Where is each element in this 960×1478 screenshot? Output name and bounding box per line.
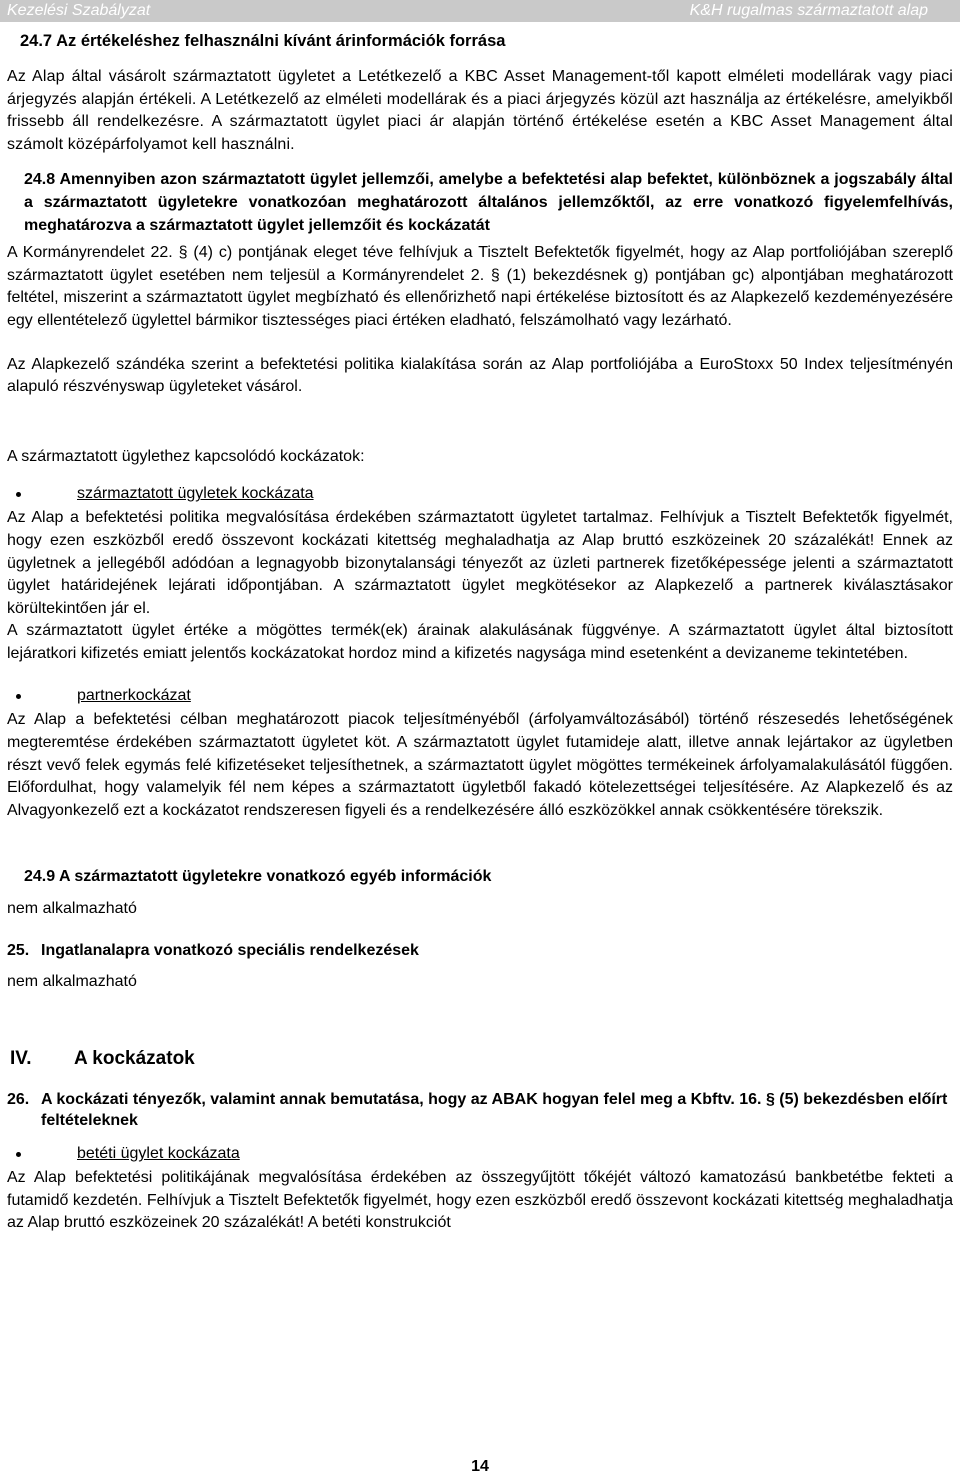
bullet-dot-icon xyxy=(16,1152,21,1157)
part-iv-heading xyxy=(7,1047,953,1071)
page-header xyxy=(0,0,960,22)
header-fund-name: K&H rugalmas származtatott alap xyxy=(689,2,928,19)
section-25-number: 25. xyxy=(7,941,30,959)
deposit-risk-paragraph: Az Alap befektetési politikájának megvalósítása érdekében az összegyűjtött tőkéjét változó kamatozású bankbetétbe fekteti a futamidő kezdetén. Felhívjuk a Tisztelt Befektetők figyelmét, hogy ezen eszközből eredő összevont kockázati kitettség meghaladhatja az Alap bruttó eszközeinek 20 százalékát! A betéti konstrukciót xyxy=(7,1169,953,1232)
part-iv-title: A kockázatok xyxy=(74,1048,195,1070)
bullet-derivative-risk xyxy=(7,483,953,505)
risks-intro: A származtatott ügylethez kapcsolódó kockázatok: xyxy=(7,447,365,465)
section-24-7-paragraph: Az Alap által vásárolt származtatott ügyletet a Letétkezelő a KBC Asset Management-től kapott elméleti modellárak vagy piaci árjegyzés alapján értékeli. A Letétkezelő az elméleti modellárak és a piaci árjegyzés közül azt használja az értékelésre, amelyikből frissebb áll rendelkezésre. A származtatott ügylet piaci ár alapján történő értékelése esetén a KBC Asset Management által számolt középárfolyamot kell használni. xyxy=(7,68,953,153)
section-24-9-heading: 24.9 A származtatott ügyletekre vonatkozó egyéb információk xyxy=(24,868,492,886)
section-25-title: Ingatlanalapra vonatkozó speciális rendelkezések xyxy=(41,941,419,959)
bullet-deposit-risk-label: betéti ügylet kockázata xyxy=(77,1145,240,1163)
page-number: 14 xyxy=(471,1458,489,1475)
counterparty-risk-paragraph: Az Alap a befektetési célban meghatározott piacok teljesítményéből (árfolyamváltozásából) történő részesedés lehetőségének megteremtése érdekében származtatott ügyletet köt. A származtatott ügylet futamideje alatt, illetve annak lejártakor az ügyletben részt vevő felek egymás felé kifizetéseket teljesíthetnek, a származtatott ügylet mögöttes termékeinek árfolyamalakulásától függően. Előfordulhat, hogy valamelyik fél nem képes a származtatott ügyletből fakadó kötelezettségei teljesítésére. Az Alapkezelő és az Alvagyonkezelő ezt a kockázatot rendszeresen figyeli és a rendelkezésére álló eszközökkel annak csökkentésére törekszik. xyxy=(7,711,953,819)
bullet-dot-icon xyxy=(16,492,21,497)
bullet-derivative-risk-label: származtatott ügyletek kockázata xyxy=(77,485,314,503)
bullet-dot-icon xyxy=(16,694,21,699)
derivative-risk-paragraph-1: Az Alap a befektetési politika megvalósítása érdekében származtatott ügyletet tartalmaz. Felhívjuk a Tisztelt Befektetők figyelmét, hogy ezen eszközből eredő összevont kockázati kitettség meghaladhatja az Alap bruttó eszközeinek 20 százalékát! Ennek az ügyletnek a jellegéből adódóan a legnagyobb bizonytalansági tényezőt az üzleti partnerek fizetőképessége jelenti a származtatott ügylet határidejének lejárati időpontjában. A származtatott ügylet megkötésekor az Alapkezelő a partnerek kiválasztásakor körültekintően jár el. xyxy=(7,509,953,617)
header-document-title: Kezelési Szabályzat xyxy=(7,2,151,19)
section-24-8-paragraph-2: Az Alapkezelő szándéka szerint a befektetési politika kialakítása során az Alap portfoliójába a EuroStoxx 50 Index teljesítményén alapuló részvényswap ügyleteket vásárol. xyxy=(7,355,953,396)
section-24-9-body: nem alkalmazható xyxy=(7,900,137,918)
page-content xyxy=(7,30,953,1235)
bullet-counterparty-risk xyxy=(7,685,953,707)
section-25-heading xyxy=(7,940,953,961)
section-26-number: 26. xyxy=(7,1091,30,1109)
section-26-heading xyxy=(7,1089,953,1131)
part-iv-number: IV. xyxy=(10,1048,32,1070)
section-26-title: A kockázati tényezők, valamint annak bemutatása, hogy az ABAK hogyan felel meg a Kbftv. 16. § (5) bekezdésben előírt feltételeknek xyxy=(41,1091,948,1130)
section-24-7-heading: 24.7 Az értékeléshez felhasználni kívánt árinformációk forrása xyxy=(20,32,506,50)
section-24-8-heading: 24.8 Amennyiben azon származtatott ügylet jellemzői, amelybe a befektetési alap befektet, különböznek a jogszabály által a származtatott ügyletekre vonatkozóan meghatározott általános jellemzőktől, az erre vonatkozó figyelemfelhívás, meghatározva a származtatott ügylet jellemzőit és kockázatát xyxy=(24,171,953,234)
bullet-counterparty-risk-label: partnerkockázat xyxy=(77,687,191,705)
bullet-deposit-risk xyxy=(7,1143,953,1165)
derivative-risk-paragraph-2: A származtatott ügylet értéke a mögöttes termék(ek) árainak alakulásának függvénye. A származtatott ügylet által biztosított lejáratkori kifizetés emiatt jelentős kockázatokat hordoz mind a kifizetés nagysága mind esetenként a devizaneme tekintetében. xyxy=(7,622,953,662)
section-25-body: nem alkalmazható xyxy=(7,972,137,990)
section-24-8-paragraph-1: A Kormányrendelet 22. § (4) c) pontjának eleget téve felhívjuk a Tisztelt Befektetők figyelmét, hogy az Alap portfoliójában szereplő származtatott ügylet esetében nem teljesül a Kormányrendelet 2. § (1) bekezdésnek g) pontjában gc) alpontjában meghatározott feltétel, miszerint a származtatott ügylet megbízható és ellenőrizhető napi értékelése biztosított és az Alapkezelő kezdeményezésére egy ellentételező ügylettel bármikor tisztességes piaci értéken eladható, felszámolható vagy lezárható. xyxy=(7,244,953,329)
